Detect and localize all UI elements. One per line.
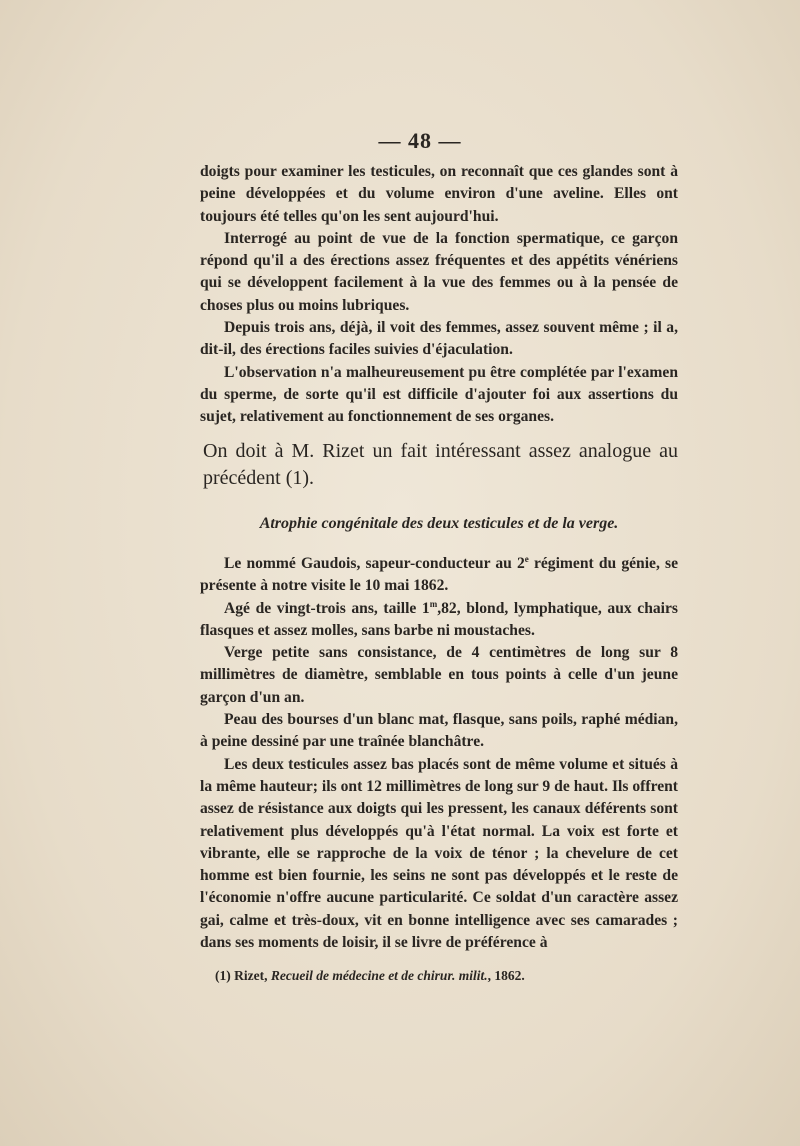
paragraph: doigts pour examiner les testicules, on reconnaît que ces glandes sont à peine développées et du volume environ d'une aveline. Elles ont toujours été telles qu'on les sent aujourd'hui. (200, 163, 678, 225)
lead-paragraph: On doit à M. Rizet un fait intéressant assez analogue au précédent (1). (203, 440, 678, 489)
paragraph: Interrogé au point de vue de la fonction spermatique, ce garçon répond qu'il a des érections assez fréquentes et des appétits vénériens qui se développent facilement à la vue des femmes ou à la pensée de choses plus ou moins lubriques. (200, 229, 678, 314)
paragraph: Le nommé Gaudois, sapeur-conducteur au 2e régiment du génie, se présente à notre visite le 10 mai 1862. (200, 553, 678, 595)
paragraph: Agé de vingt-trois ans, taille 1$^m$,82, blond, lymphatique, aux chairs flasques et assez molles, sans barbe ni moustaches. (200, 598, 678, 639)
superscript: e (524, 553, 529, 564)
text-block-bottom (200, 553, 678, 954)
paragraph: Depuis trois ans, déjà, il voit des femmes, assez souvent même ; il a, dit-il, des érections faciles suivies d'éjaculation. (200, 319, 678, 359)
paragraph: Verge petite sans consistance, de 4 centimètres de long sur 8 millimètres de diamètre, semblable en tous points à celle d'un jeune garçon d'un an. (200, 644, 678, 706)
paragraph: L'observation n'a malheureusement pu être complétée par l'examen du sperme, de sorte qu'il est difficile d'ajouter foi aux assertions du sujet, relativement au fonctionnement de ses organes. (200, 363, 678, 426)
paragraph: Les deux testicules assez bas placés sont de même volume et situés à la même hauteur; ils ont 12 millimètres de long sur 9 de haut. Ils offrent assez de résistance aux doigts qui les pressent, les canaux déférents sont relativement plus développés qu'à l'état normal. La voix est forte et vibrante, elle se rapproche de la voix de ténor ; la chevelure de cet homme est bien fournie, les seins ne sont pas développés et le reste de l'économie n'offre aucune particularité. Ce soldat d'un caractère assez gai, calme et très-doux, vit en bonne intelligence avec ses camarades ; dans ses moments de loisir, il se livre de préférence à (200, 755, 678, 952)
text-block-top (200, 161, 678, 429)
superscript: m (429, 598, 438, 609)
paragraph: Peau des bourses d'un blanc mat, flasque, sans poils, raphé médian, à peine dessiné par une traînée blanchâtre. (200, 711, 678, 751)
footnote: (1) Rizet, Recueil de médecine et de chirur. milit., 1862. (215, 968, 525, 983)
page-number: — 48 — (378, 128, 462, 153)
section-heading: Atrophie congénitale des deux testicules et de la verge. (259, 515, 619, 532)
